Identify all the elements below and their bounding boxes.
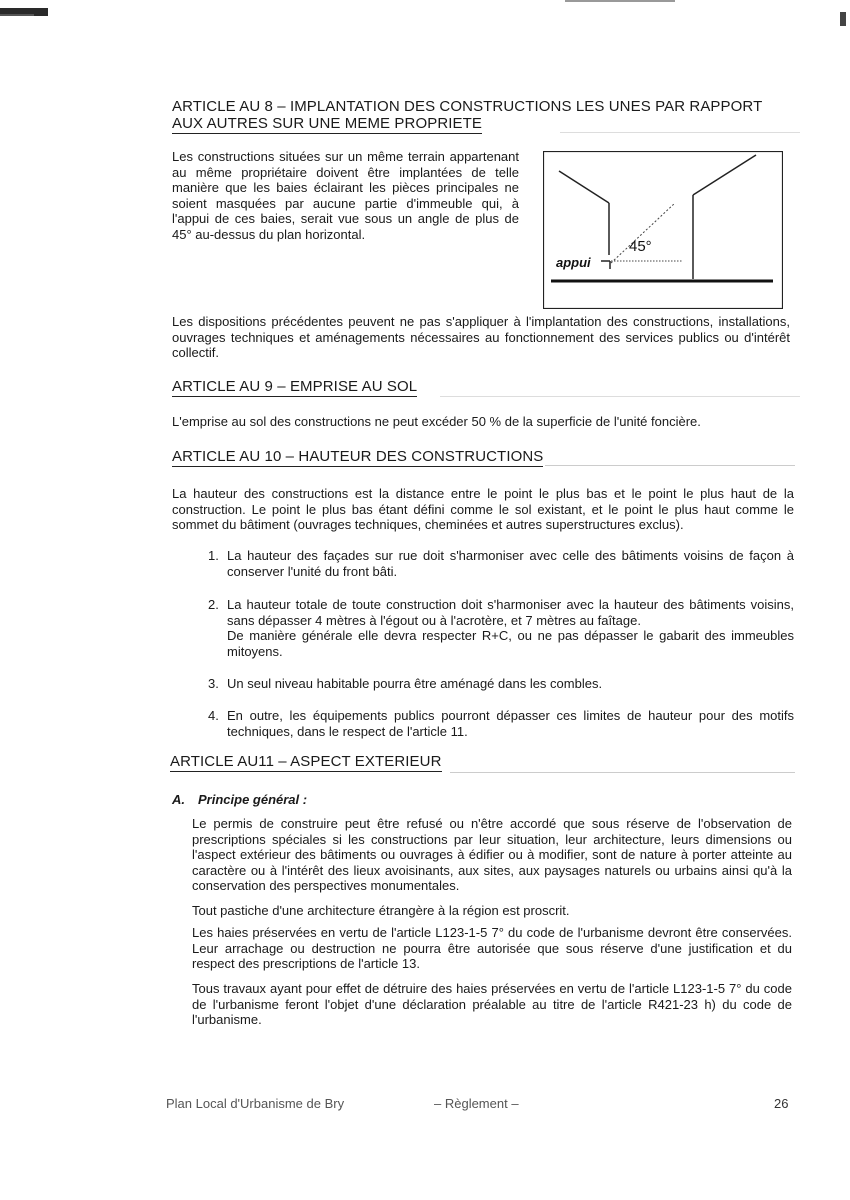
article-11-paragraph: Tout pastiche d'une architecture étrangère à la région est proscrit. [192,903,570,918]
list-item-number: 2. [208,597,219,612]
article-8-heading-line2: AUX AUTRES SUR UNE MEME PROPRIETE [172,115,483,132]
article-8-body: Les constructions situées sur un même terrain appartenant au même propriétaire doivent être implantées de telle manière que les baies éclairant les pièces principales ne soient masquées par aucune partie d'immeuble qui, à l'appui de ces baies, serait vue sous un angle de plus de 45° au-dessus du plan horizontal. [172,149,519,242]
list-item-number: 4. [208,708,219,723]
article-9-heading: ARTICLE AU 9 – EMPRISE AU SOL [172,378,418,395]
footer-document-title: Plan Local d'Urbanisme de Bry [166,1096,345,1111]
list-item-number: 1. [208,548,219,563]
article-8-heading-line1: ARTICLE AU 8 – IMPLANTATION DES CONSTRUCTIONS LES UNES PAR RAPPORT [172,98,763,115]
list-item-text: En outre, les équipements publics pourront dépasser ces limites de hauteur pour des motifs techniques, dans le respect de l'article 11. [227,708,794,739]
list-item-text: La hauteur totale de toute construction doit s'harmoniser avec la hauteur des bâtiments voisins, sans dépasser 4 mètres à l'égout ou à l'acrotère, et 7 mètres au faîtage. [227,597,794,628]
scan-artifact-line [560,132,800,133]
list-item-text-continued: De manière générale elle devra respecter R+C, ou ne pas dépasser le gabarit des immeubles mitoyens. [227,628,794,659]
scan-artifact-mark [0,14,34,16]
diagram-frame [544,152,783,309]
angle-diagram [543,151,783,309]
list-item-number: 3. [208,676,219,691]
list-item [208,597,794,659]
article-11-paragraph: Les haies préservées en vertu de l'article L123-1-5 7° du code de l'urbanisme devront être conservées. Leur arrachage ou destruction ne pourra être autorisée que sous réserve d'une justification et du respect des prescriptions de l'article 13. [192,925,792,972]
scan-artifact-line [450,772,795,773]
list-item-text: La hauteur des façades sur rue doit s'harmoniser avec celle des bâtiments voisins de façon à conserver l'unité du front bâti. [227,548,794,579]
subheading: Principe général : [198,792,308,807]
article-11-heading: ARTICLE AU11 – ASPECT EXTERIEUR [170,753,442,770]
article-8-body2: Les dispositions précédentes peuvent ne pas s'appliquer à l'implantation des constructions, installations, ouvrages techniques et aménagements nécessaires au fonctionnement des services publics ou d'intérêt collectif. [172,314,790,361]
diagram-label-appui: appui [556,255,591,270]
article-10-body: La hauteur des constructions est la distance entre le point le plus bas et le point le plus haut de la construction. Le point le plus bas étant défini comme le sol existant, et le point le plus haut comme le sommet du bâtiment (ouvrages techniques, cheminées et autres superstructures exclus). [172,486,794,533]
scan-artifact-mark [840,12,846,26]
article-11-paragraph: Tous travaux ayant pour effet de détruire des haies préservées en vertu de l'article L123-1-5 7° du code de l'urbanisme feront l'objet d'une déclaration préalable au titre de l'article R421-23 h) du code de l'urbanisme. [192,981,792,1028]
scan-artifact-line [440,396,800,397]
diagram-right-roof [693,155,756,195]
article-10-heading: ARTICLE AU 10 – HAUTEUR DES CONSTRUCTIONS [172,448,544,465]
list-item-text: Un seul niveau habitable pourra être aménagé dans les combles. [227,676,603,691]
article-11-paragraph: Le permis de construire peut être refusé ou n'être accordé que sous réserve de l'observation de prescriptions spéciales si les constructions par leur situation, leur architecture, leurs dimensions ou l'aspect extérieur des bâtiments ou ouvrages à édifier ou à modifier, sont de nature à porter atteinte au caractère ou à l'intérêt des lieux avoisinants, aux sites, aux paysages naturels ou urbains ainsi qu'à la conservation des perspectives monumentales. [192,816,792,894]
scan-artifact-line [545,465,795,466]
diagram-label-angle: 45° [629,238,652,255]
scan-artifact-line [565,0,675,2]
subheading-letter: A. [172,792,185,807]
diagram-left-roof [559,171,609,203]
article-9-body: L'emprise au sol des constructions ne peut excéder 50 % de la superficie de l'unité foncière. [172,414,701,429]
page-number: 26 [774,1096,789,1111]
footer-section: – Règlement – [434,1096,519,1111]
